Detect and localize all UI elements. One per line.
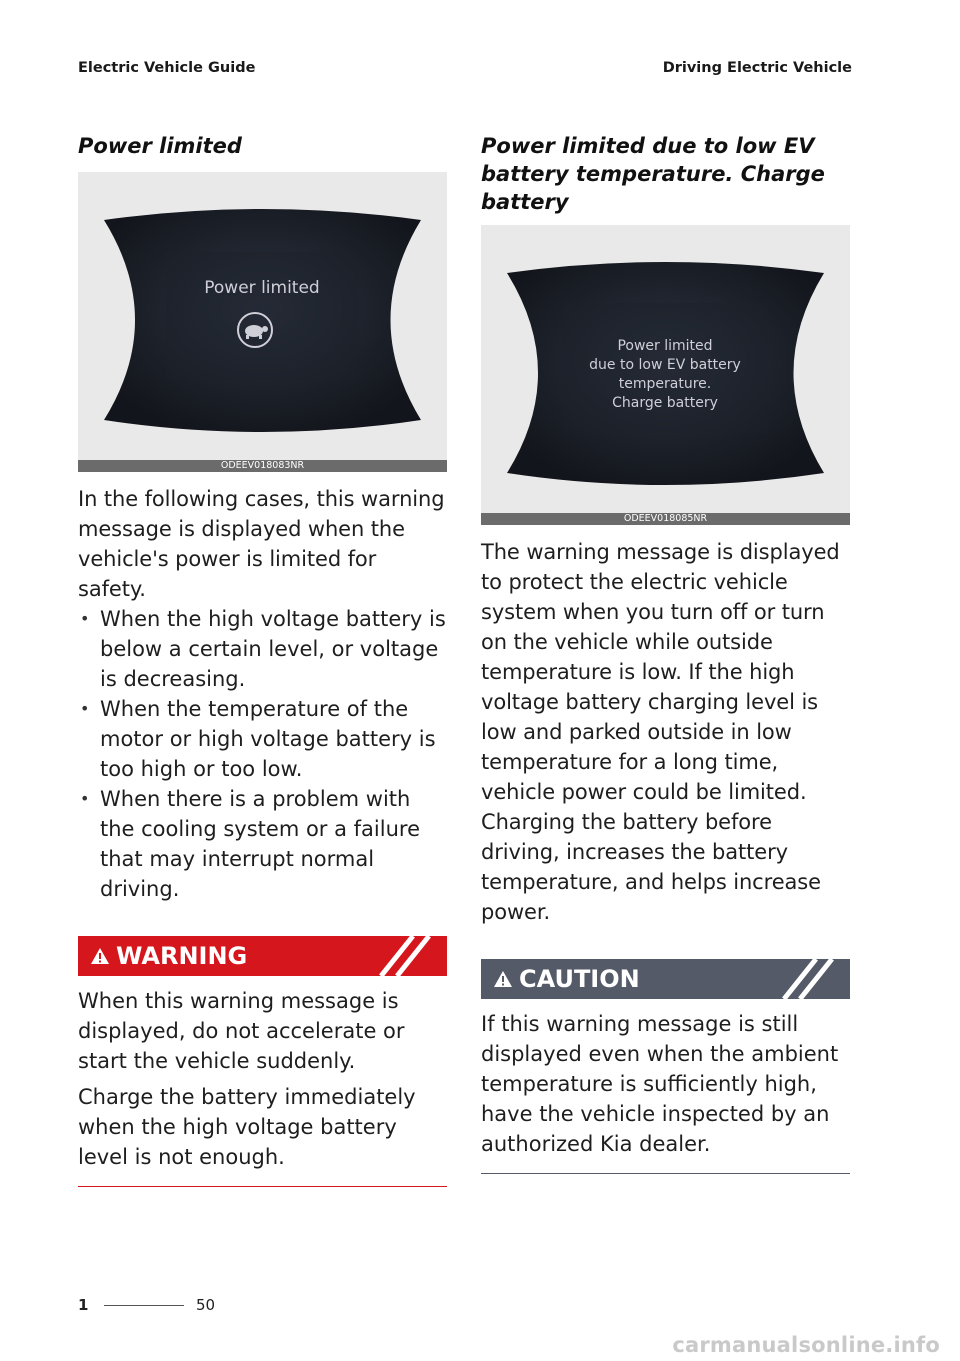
caution-banner <box>481 959 850 999</box>
warning-label: WARNING <box>116 942 248 970</box>
banner-slashes-decoration <box>770 959 850 999</box>
intro-text: In the following cases, this warning message is displayed when the vehicle's power is limited for safety. <box>78 487 445 601</box>
footer-divider <box>104 1305 184 1306</box>
figure-low-battery-temperature <box>481 225 850 525</box>
figure-power-limited <box>78 172 447 472</box>
warning-end-rule <box>78 1186 447 1187</box>
banner-slashes-decoration <box>367 936 447 976</box>
screen-line: Charge battery <box>612 395 718 411</box>
chapter-number: 1 <box>78 1296 89 1314</box>
condition-list <box>78 604 447 904</box>
watermark: carmanualsonline.info <box>672 1333 940 1357</box>
header-guide-title: Electric Vehicle Guide <box>78 60 256 76</box>
screen-text: Power limited <box>204 278 320 298</box>
list-item: • When the high voltage battery is below a certain level, or voltage is decreasing. <box>78 604 447 694</box>
caution-paragraph: If this warning message is still displayed even when the ambient temperature is sufficiently high, have the vehicle inspected by an authorized Kia dealer. <box>481 1012 839 1156</box>
caution-text <box>481 1009 850 1159</box>
heading-low-battery-temperature: Power limited due to low EV battery temperature. Charge battery <box>481 134 825 214</box>
screen-line: Power limited <box>617 338 713 354</box>
header-section-title: Driving Electric Vehicle <box>662 60 852 76</box>
figure-code: ODEEV018083NR <box>78 460 447 472</box>
left-column <box>78 132 447 1187</box>
figure-code: ODEEV018085NR <box>481 513 850 525</box>
cluster-display-illustration <box>481 225 850 513</box>
right-column <box>481 132 850 1174</box>
list-item: • When there is a problem with the cooling system or a failure that may interrupt normal driving. <box>78 784 447 904</box>
warning-paragraph: When this warning message is displayed, do not accelerate or start the vehicle suddenly. <box>78 989 405 1073</box>
warning-paragraph: Charge the battery immediately when the high voltage battery level is not enough. <box>78 1085 416 1169</box>
screen-line: temperature. <box>618 376 712 392</box>
body-text: The warning message is displayed to protect the electric vehicle system when you turn off or turn on the vehicle while outside temperature is low. If the high voltage battery charging level is low and parked outside in low temperature for a long time, vehicle power could be limited. Charging the battery before driving, increases the battery temperature, and helps increase power. <box>481 540 840 924</box>
warning-banner <box>78 936 447 976</box>
caution-end-rule <box>481 1173 850 1174</box>
heading-power-limited: Power limited <box>78 134 242 158</box>
screen-line: due to low EV battery <box>589 357 741 373</box>
caution-label: CAUTION <box>519 965 640 993</box>
list-item: • When the temperature of the motor or high voltage battery is too high or too low. <box>78 694 447 784</box>
warning-triangle-icon <box>90 947 110 965</box>
page-number: 50 <box>196 1296 216 1314</box>
warning-text <box>78 986 447 1172</box>
caution-triangle-icon <box>493 970 513 988</box>
cluster-display-illustration <box>78 172 447 460</box>
